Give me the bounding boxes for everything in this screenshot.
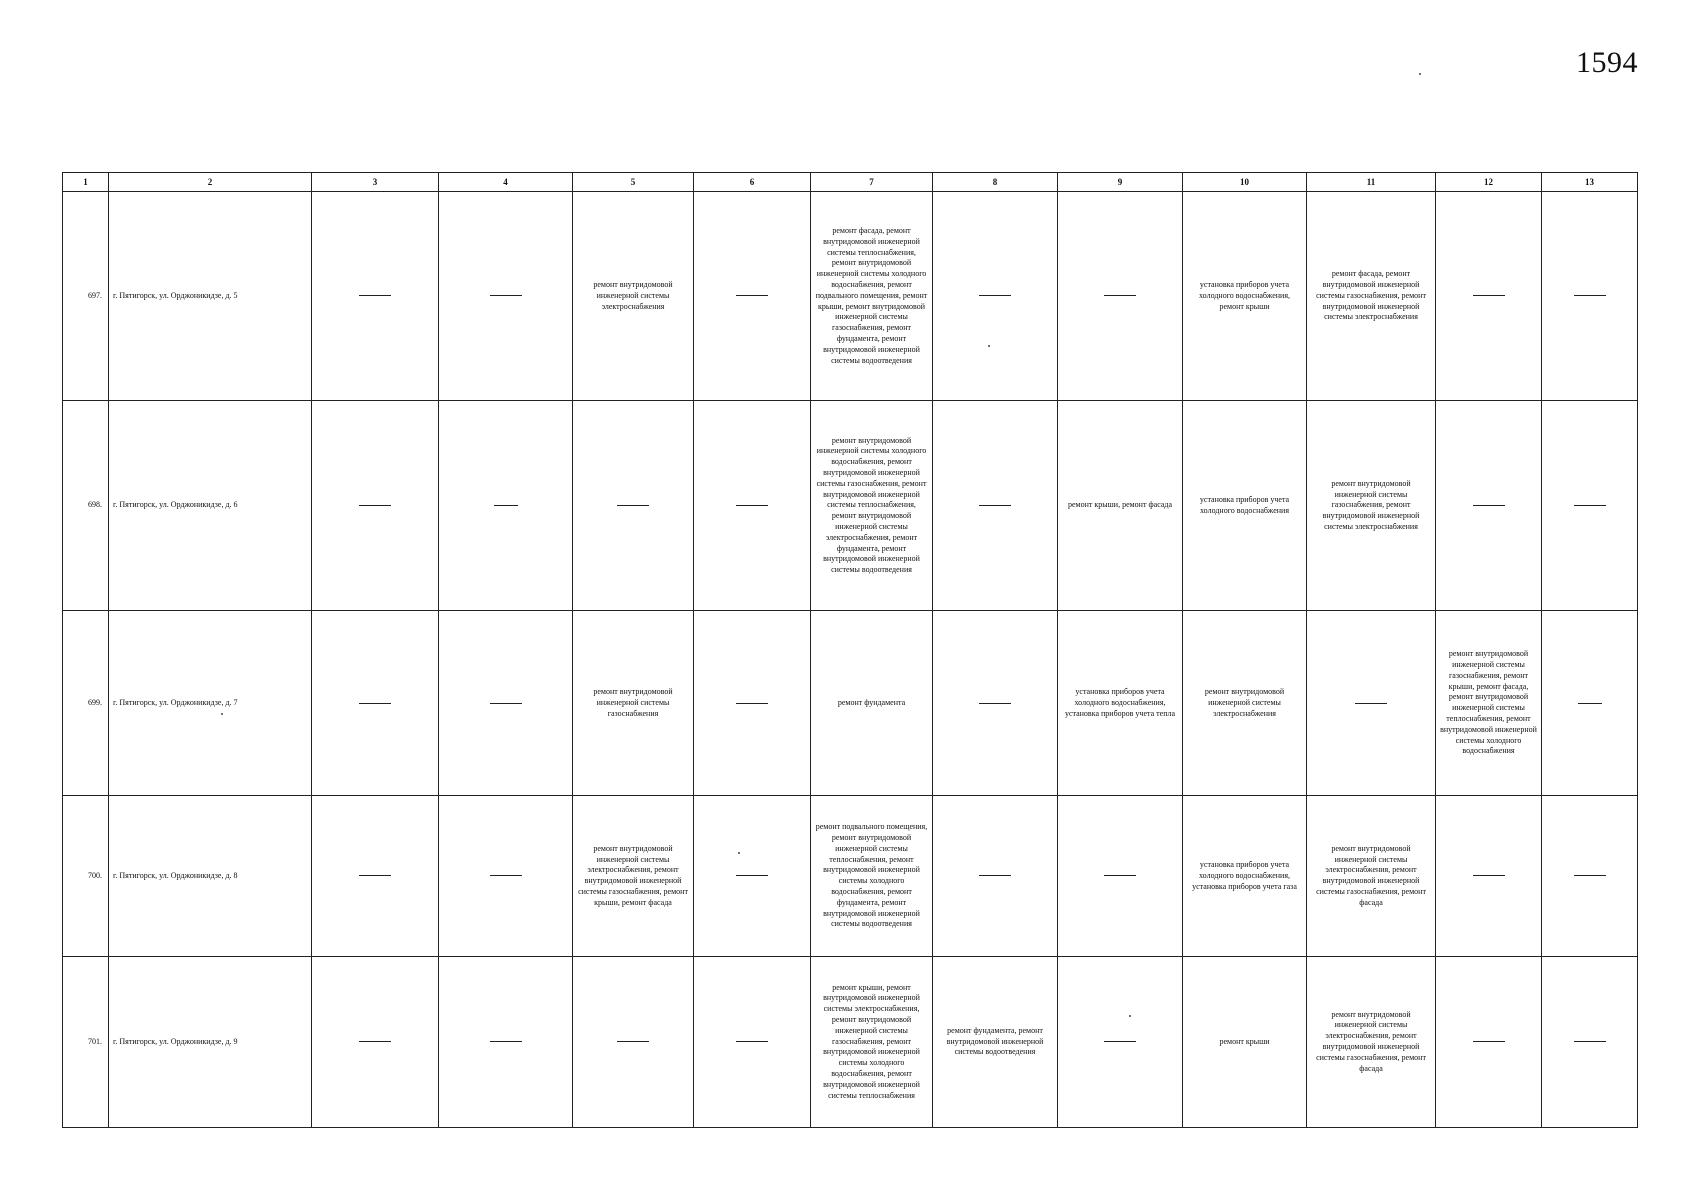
dash-cell	[312, 192, 439, 401]
page-number: 1594	[1576, 46, 1638, 79]
column-header: 1	[63, 173, 109, 192]
empty-dash	[1473, 875, 1505, 876]
empty-dash	[1104, 1041, 1136, 1042]
dash-cell	[1436, 401, 1542, 611]
empty-dash	[490, 295, 522, 296]
empty-dash	[1574, 1041, 1606, 1042]
work-cell: установка приборов учета холодного водоснабжения, установка приборов учета газа	[1183, 796, 1307, 957]
row-number: 701.	[63, 957, 109, 1128]
dash-cell	[933, 796, 1058, 957]
work-cell: ремонт внутридомовой инженерной системы электроснабжения	[573, 192, 694, 401]
empty-dash	[1104, 875, 1136, 876]
empty-dash	[736, 703, 768, 704]
column-header: 3	[312, 173, 439, 192]
empty-dash	[359, 1041, 391, 1042]
empty-dash	[979, 875, 1011, 876]
dash-cell	[1058, 796, 1183, 957]
dash-cell	[1542, 957, 1638, 1128]
empty-dash	[494, 505, 518, 506]
empty-dash	[736, 505, 768, 506]
table-row	[63, 611, 1638, 796]
work-cell: ремонт внутридомовой инженерной системы газоснабжения, ремонт крыши, ремонт фасада, ремонт внутридомовой инженерной системы теплоснабжения, ремонт внутридомовой инженерной системы холодного водоснабжения	[1436, 611, 1542, 796]
work-cell: ремонт фасада, ремонт внутридомовой инженерной системы газоснабжения, ремонт внутридомовой инженерной системы электроснабжения	[1307, 192, 1436, 401]
work-cell: ремонт фундамента, ремонт внутридомовой инженерной системы водоотведения	[933, 957, 1058, 1128]
dash-cell	[694, 192, 811, 401]
address-cell: г. Пятигорск, ул. Орджоникидзе, д. 9	[109, 957, 312, 1128]
table-row	[63, 192, 1638, 401]
address-cell: г. Пятигорск, ул. Орджоникидзе, д. 8	[109, 796, 312, 957]
empty-dash	[1574, 875, 1606, 876]
work-cell: ремонт внутридомовой инженерной системы газоснабжения, ремонт внутридомовой инженерной системы электроснабжения	[1307, 401, 1436, 611]
work-cell: ремонт внутридомовой инженерной системы холодного водоснабжения, ремонт внутридомовой инженерной системы газоснабжения, ремонт внутридомовой инженерной системы теплоснабжения, ремонт внутридомовой инженерной системы электроснабжения, ремонт фундамента, ремонт внутридомовой инженерной системы водоотведения	[811, 401, 933, 611]
dash-cell	[439, 611, 573, 796]
empty-dash	[617, 505, 649, 506]
work-cell: ремонт фасада, ремонт внутридомовой инженерной системы теплоснабжения, ремонт внутридомовой инженерной системы холодного водоснабжения, ремонт подвального помещения, ремонт крыши, ремонт внутридомовой инженерной системы газоснабжения, ремонт фундамента, ремонт внутридомовой инженерной системы водоотведения	[811, 192, 933, 401]
work-cell: ремонт внутридомовой инженерной системы электроснабжения, ремонт внутридомовой инженерной системы газоснабжения, ремонт фасада	[1307, 796, 1436, 957]
address-cell: г. Пятигорск, ул. Орджоникидзе, д. 6	[109, 401, 312, 611]
address-cell: г. Пятигорск, ул. Орджоникидзе, д. 5	[109, 192, 312, 401]
empty-dash	[1355, 703, 1387, 704]
dash-cell	[1058, 192, 1183, 401]
row-number: 700.	[63, 796, 109, 957]
column-header: 4	[439, 173, 573, 192]
work-cell: ремонт внутридомовой инженерной системы газоснабжения	[573, 611, 694, 796]
table-header-row	[63, 173, 1638, 192]
dash-cell	[933, 611, 1058, 796]
scan-speck	[1419, 73, 1421, 75]
work-cell: ремонт подвального помещения, ремонт внутридомовой инженерной системы теплоснабжения, ремонт внутридомовой инженерной системы холодного водоснабжения, ремонт фундамента, ремонт внутридомовой инженерной системы водоотведения	[811, 796, 933, 957]
table-row	[63, 401, 1638, 611]
dash-cell	[1436, 957, 1542, 1128]
empty-dash	[1578, 703, 1602, 704]
row-number: 697.	[63, 192, 109, 401]
empty-dash	[359, 295, 391, 296]
work-cell: ремонт фундамента	[811, 611, 933, 796]
dash-cell	[1542, 192, 1638, 401]
column-header: 6	[694, 173, 811, 192]
dash-cell	[439, 957, 573, 1128]
empty-dash	[1473, 505, 1505, 506]
column-header: 7	[811, 173, 933, 192]
empty-dash	[617, 1041, 649, 1042]
table-row	[63, 957, 1638, 1128]
work-cell: ремонт внутридомовой инженерной системы электроснабжения	[1183, 611, 1307, 796]
empty-dash	[1104, 295, 1136, 296]
empty-dash	[979, 505, 1011, 506]
dash-cell	[1436, 192, 1542, 401]
repair-schedule-table	[62, 172, 1638, 1128]
empty-dash	[1473, 1041, 1505, 1042]
dash-cell	[573, 957, 694, 1128]
dash-cell	[694, 796, 811, 957]
column-header: 5	[573, 173, 694, 192]
empty-dash	[1473, 295, 1505, 296]
column-header: 2	[109, 173, 312, 192]
dash-cell	[439, 796, 573, 957]
empty-dash	[736, 1041, 768, 1042]
work-cell: ремонт крыши, ремонт фасада	[1058, 401, 1183, 611]
dash-cell	[1542, 611, 1638, 796]
work-cell: ремонт крыши	[1183, 957, 1307, 1128]
work-cell: ремонт внутридомовой инженерной системы электроснабжения, ремонт внутридомовой инженерной системы газоснабжения, ремонт крыши, ремонт фасада	[573, 796, 694, 957]
empty-dash	[979, 295, 1011, 296]
dash-cell	[1542, 796, 1638, 957]
column-header: 12	[1436, 173, 1542, 192]
empty-dash	[359, 703, 391, 704]
dash-cell	[694, 957, 811, 1128]
empty-dash	[736, 295, 768, 296]
column-header: 11	[1307, 173, 1436, 192]
dash-cell	[1058, 957, 1183, 1128]
dash-cell	[1542, 401, 1638, 611]
dash-cell	[312, 401, 439, 611]
table-row	[63, 796, 1638, 957]
column-header: 10	[1183, 173, 1307, 192]
empty-dash	[490, 875, 522, 876]
row-number: 698.	[63, 401, 109, 611]
empty-dash	[736, 875, 768, 876]
dash-cell	[1307, 611, 1436, 796]
work-cell: установка приборов учета холодного водоснабжения	[1183, 401, 1307, 611]
dash-cell	[312, 957, 439, 1128]
work-cell: установка приборов учета холодного водоснабжения, установка приборов учета тепла	[1058, 611, 1183, 796]
dash-cell	[312, 611, 439, 796]
empty-dash	[359, 505, 391, 506]
dash-cell	[312, 796, 439, 957]
column-header: 13	[1542, 173, 1638, 192]
empty-dash	[1574, 505, 1606, 506]
dash-cell	[933, 401, 1058, 611]
column-header: 8	[933, 173, 1058, 192]
empty-dash	[979, 703, 1011, 704]
row-number: 699.	[63, 611, 109, 796]
work-cell: ремонт внутридомовой инженерной системы электроснабжения, ремонт внутридомовой инженерной системы газоснабжения, ремонт фасада	[1307, 957, 1436, 1128]
work-cell: ремонт крыши, ремонт внутридомовой инженерной системы электроснабжения, ремонт внутридомовой инженерной системы газоснабжения, ремонт внутридомовой инженерной системы холодного водоснабжения, ремонт внутридомовой инженерной системы теплоснабжения	[811, 957, 933, 1128]
dash-cell	[573, 401, 694, 611]
column-header: 9	[1058, 173, 1183, 192]
dash-cell	[933, 192, 1058, 401]
dash-cell	[694, 611, 811, 796]
empty-dash	[490, 1041, 522, 1042]
dash-cell	[1436, 796, 1542, 957]
address-cell: г. Пятигорск, ул. Орджоникидзе, д. 7	[109, 611, 312, 796]
empty-dash	[359, 875, 391, 876]
dash-cell	[439, 192, 573, 401]
empty-dash	[1574, 295, 1606, 296]
dash-cell	[439, 401, 573, 611]
empty-dash	[490, 703, 522, 704]
work-cell: установка приборов учета холодного водоснабжения, ремонт крыши	[1183, 192, 1307, 401]
dash-cell	[694, 401, 811, 611]
